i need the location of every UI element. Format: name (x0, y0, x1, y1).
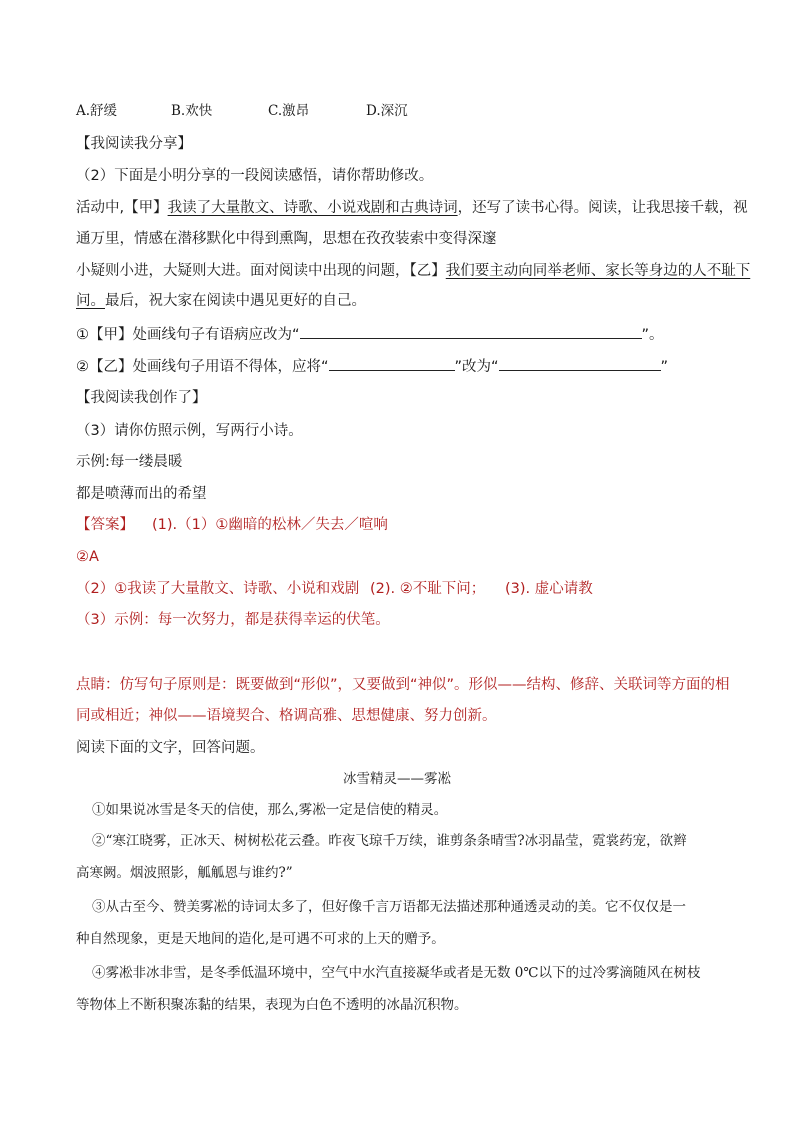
underlined-sentence-yi: 我们要主动向同举老师、家长等身边的人不耻下 (445, 263, 751, 279)
q2-p1-pre: 活动中, (76, 200, 125, 216)
answer-part-2a: （2）①我读了大量散文、诗歌、小说和戏剧 (76, 581, 360, 597)
q2-p4-post: 最后，祝大家在阅读中遇见更好的自己。 (105, 293, 366, 309)
tip-line-1: 点睛：仿写句子原则是：既要做到“形似”，又要做到“神似”。形似——结构、修辞、关联词等方面的相 (76, 677, 730, 693)
q3-example-line-2: 都是喷薄而出的希望 (76, 486, 207, 502)
q3-example-line-1: 示例:每一缕晨暖 (76, 454, 183, 470)
passage-paragraph-3-line-2: 种自然现象，更是天地间的造化,是可遇不可求的上天的赠予。 (76, 931, 445, 947)
passage-title: 冰雪精灵——雾凇 (343, 771, 451, 787)
answer-blank-1[interactable] (300, 324, 642, 339)
tag-jia: 【甲】 (124, 200, 168, 216)
answer-line-4: （3）示例：每一次努力，都是获得幸运的伏笔。 (76, 612, 390, 628)
options-row (76, 101, 408, 121)
q2-paragraph-line-2: 通万里，情感在潜移默化中得到熏陶，思想在孜孜装索中变得深邃 (76, 231, 497, 247)
passage-paragraph-4-line-1: ④雾凇非冰非雪，是冬季低温环境中，空气中水汽直接凝华或者是无数 0℃以下的过冷雾滴随风在树枝 (92, 965, 701, 981)
reading-instruction: 阅读下面的文字，回答问题。 (76, 740, 265, 756)
underlined-sentence-jia: 我读了大量散文、诗歌、小说戏剧和古典诗词 (167, 200, 458, 216)
underlined-sentence-yi-end: 问。 (76, 293, 105, 309)
answer-part-2b: (2). ②不耻下问； (370, 581, 486, 597)
section-create-heading: 【我阅读我创作了】 (76, 390, 207, 406)
passage-paragraph-2-line-2: 高寒阙。烟波照影，觚觚恩与谁约?” (76, 865, 293, 881)
q2-item-1 (76, 324, 664, 345)
answer-part-3: (3). 虚心请教 (505, 581, 593, 597)
answer-line-1 (76, 515, 388, 535)
q2-item-2 (76, 356, 668, 377)
option-b: B.欢快 (171, 103, 213, 119)
q2-item-1-pre: ①【甲】处画线句子有语病应改为“ (76, 327, 300, 343)
q2-paragraph-line-3 (76, 261, 750, 281)
section-share-heading: 【我阅读我分享】 (76, 136, 192, 152)
answer-line-3 (76, 579, 593, 599)
answer-line-2: ②A (76, 549, 99, 565)
q2-p3-pre: 小疑则小进，大疑则大进。面对阅读中出现的问题， (76, 263, 410, 279)
tip-line-2: 同或相近；神似——语境契合、格调高雅、思想健康、努力创新。 (76, 708, 497, 724)
answer-part-1: (1).（1）①幽暗的松林／失去／喧响 (152, 517, 388, 533)
q2-paragraph-line-4 (76, 291, 366, 311)
tag-yi: 【乙】 (409, 263, 446, 279)
answer-blank-3[interactable] (499, 356, 661, 371)
passage-paragraph-4-line-2: 等物体上不断积聚冻黏的结果，表现为白色不透明的冰晶沉积物。 (76, 997, 468, 1013)
option-a: A.舒缓 (76, 103, 118, 119)
q2-paragraph-line-1 (76, 198, 748, 218)
q3-prompt: （3）请你仿照示例，写两行小诗。 (76, 423, 303, 439)
answer-label: 【答案】 (76, 517, 134, 533)
q2-item-2-mid: ”改为“ (454, 359, 499, 375)
q2-item-2-post: ” (660, 359, 669, 375)
q2-prompt: （2）下面是小明分享的一段阅读感悟，请你帮助修改。 (76, 168, 434, 184)
q2-item-1-post: ”。 (641, 327, 664, 343)
passage-paragraph-3-line-1: ③从古至今、赞美雾凇的诗词太多了，但好像千言万语都无法描述那种通透灵动的美。它不仅仅是一 (92, 899, 686, 915)
q2-p1-post: ，还写了读书心得。阅读，让我思接千载，视 (457, 200, 748, 216)
option-d: D.深沉 (366, 103, 408, 119)
passage-paragraph-2-line-1: ②“寒江晓雾，正冰天、树树松花云叠。昨夜飞琼千万续，谁剪条条晴雪?冰羽晶莹，霓裳药宠，欲辫 (92, 833, 687, 849)
passage-paragraph-1: ①如果说冰雪是冬天的信使，那么,雾凇一定是信使的精灵。 (92, 802, 448, 818)
q2-item-2-pre: ②【乙】处画线句子用语不得体，应将“ (76, 359, 329, 375)
option-c: C.激昂 (268, 103, 310, 119)
answer-blank-2[interactable] (329, 356, 455, 371)
